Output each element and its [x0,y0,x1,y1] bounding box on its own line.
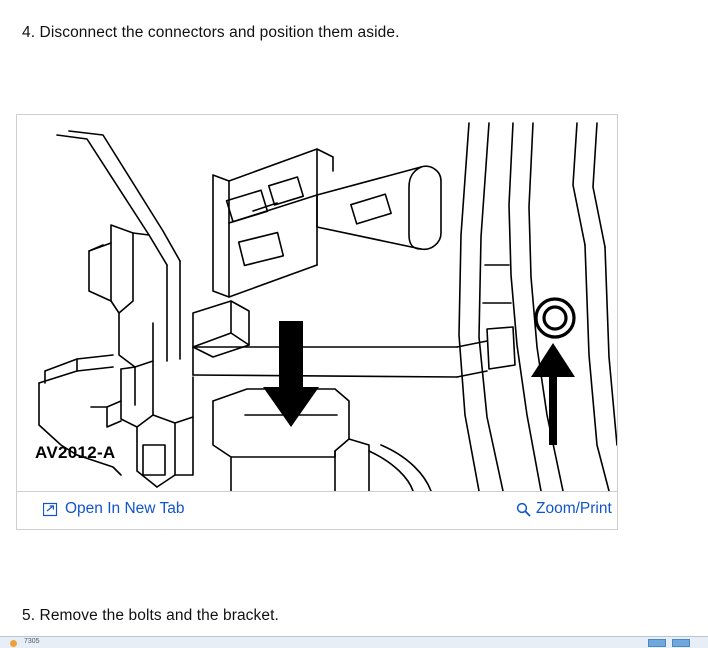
taskbar [0,636,708,648]
magnifier-icon [516,502,531,522]
figure-code-label: AV2012-A [35,443,116,462]
arrow-up-right [531,343,575,445]
bolt-marker-top-right [536,299,574,337]
taskbar-window-chip-2[interactable] [672,639,690,647]
open-in-new-tab-link[interactable]: Open In New Tab [65,500,185,517]
figure-illustration [17,115,617,491]
figure-footer [17,491,617,529]
figure-panel [16,114,618,530]
zoom-print-link[interactable]: Zoom/Print [536,500,612,517]
taskbar-label: 7305 [24,638,40,645]
taskbar-status-dot [10,640,17,647]
taskbar-window-chip-1[interactable] [648,639,666,647]
arrow-down-center [263,321,319,427]
new-tab-icon [43,502,58,522]
step-4-text: 4. Disconnect the connectors and position them aside. [22,24,400,41]
step-5-text: 5. Remove the bolts and the bracket. [22,607,279,624]
